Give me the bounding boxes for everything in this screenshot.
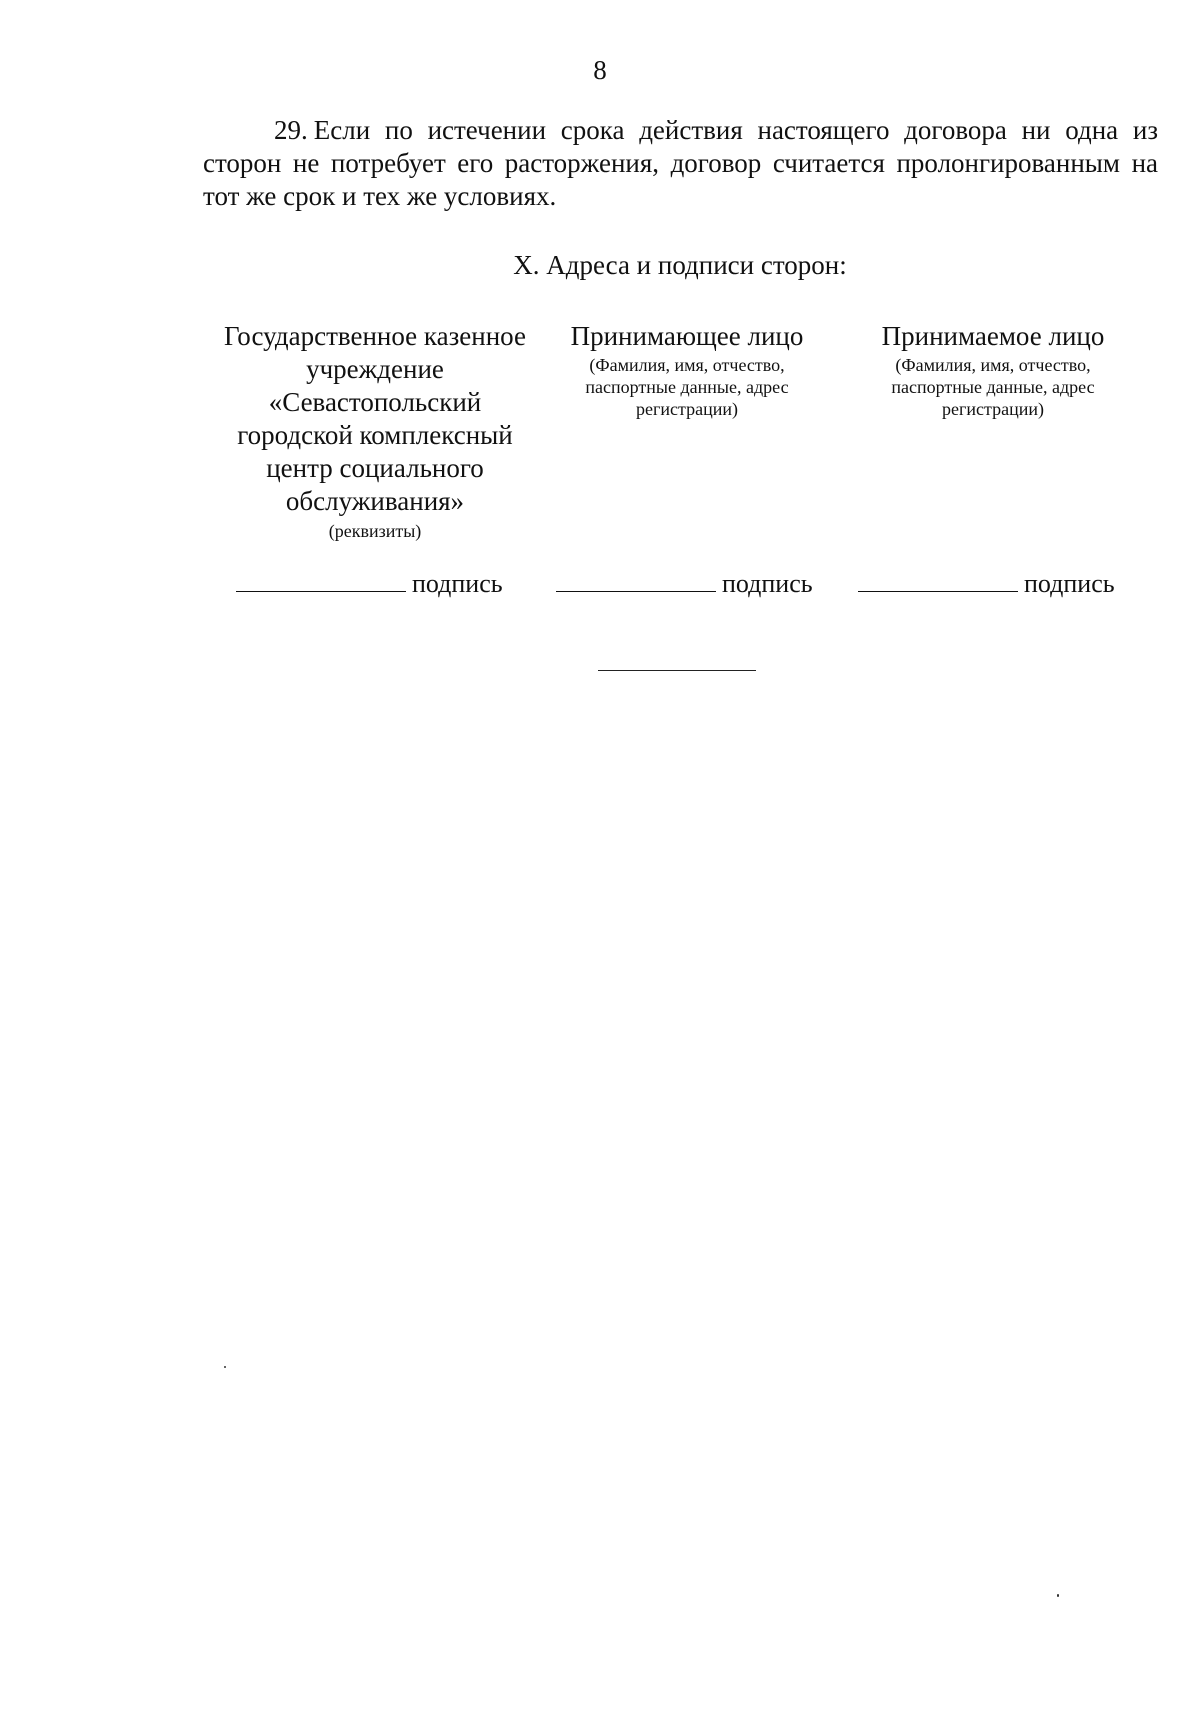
signature-line xyxy=(858,567,1018,592)
party-institution xyxy=(210,320,540,542)
party-name: Принимаемое лицо xyxy=(881,321,1105,351)
section-title: X. Адреса и подписи сторон: xyxy=(513,250,847,280)
party-note: (Фамилия, имя, отчество, паспортные данные, адрес регистрации) xyxy=(585,355,789,419)
party-note: (Фамилия, имя, отчество, паспортные данные, адрес регистрации) xyxy=(891,355,1095,419)
signature-line xyxy=(236,567,406,592)
signature-label: подпись xyxy=(412,569,503,598)
signature-receiving-person xyxy=(556,567,813,600)
scan-speck xyxy=(1057,1594,1059,1597)
signature-line xyxy=(556,567,716,592)
signature-label: подпись xyxy=(1024,569,1115,598)
party-receiving-person xyxy=(552,320,822,420)
end-of-document-rule xyxy=(598,670,756,671)
signature-institution xyxy=(236,567,503,600)
signature-label: подпись xyxy=(722,569,813,598)
party-name: Принимающее лицо xyxy=(570,321,804,351)
clause-29 xyxy=(203,114,1158,213)
scan-speck xyxy=(224,1366,226,1368)
page-number: 8 xyxy=(593,55,607,85)
clause-text: Если по истечении срока действия настоящего договора ни одна из сторон не потребует его расторжения, договор считается пролонгированным на тот же срок и тех же условиях. xyxy=(203,115,1158,211)
party-note: (реквизиты) xyxy=(328,521,422,541)
party-name: Государственное казенное учреждение «Севастопольский городской комплексный центр социального обслуживания» xyxy=(224,321,526,516)
signature-received-person xyxy=(858,567,1115,600)
party-received-person xyxy=(858,320,1128,420)
clause-number: 29. xyxy=(274,115,308,145)
